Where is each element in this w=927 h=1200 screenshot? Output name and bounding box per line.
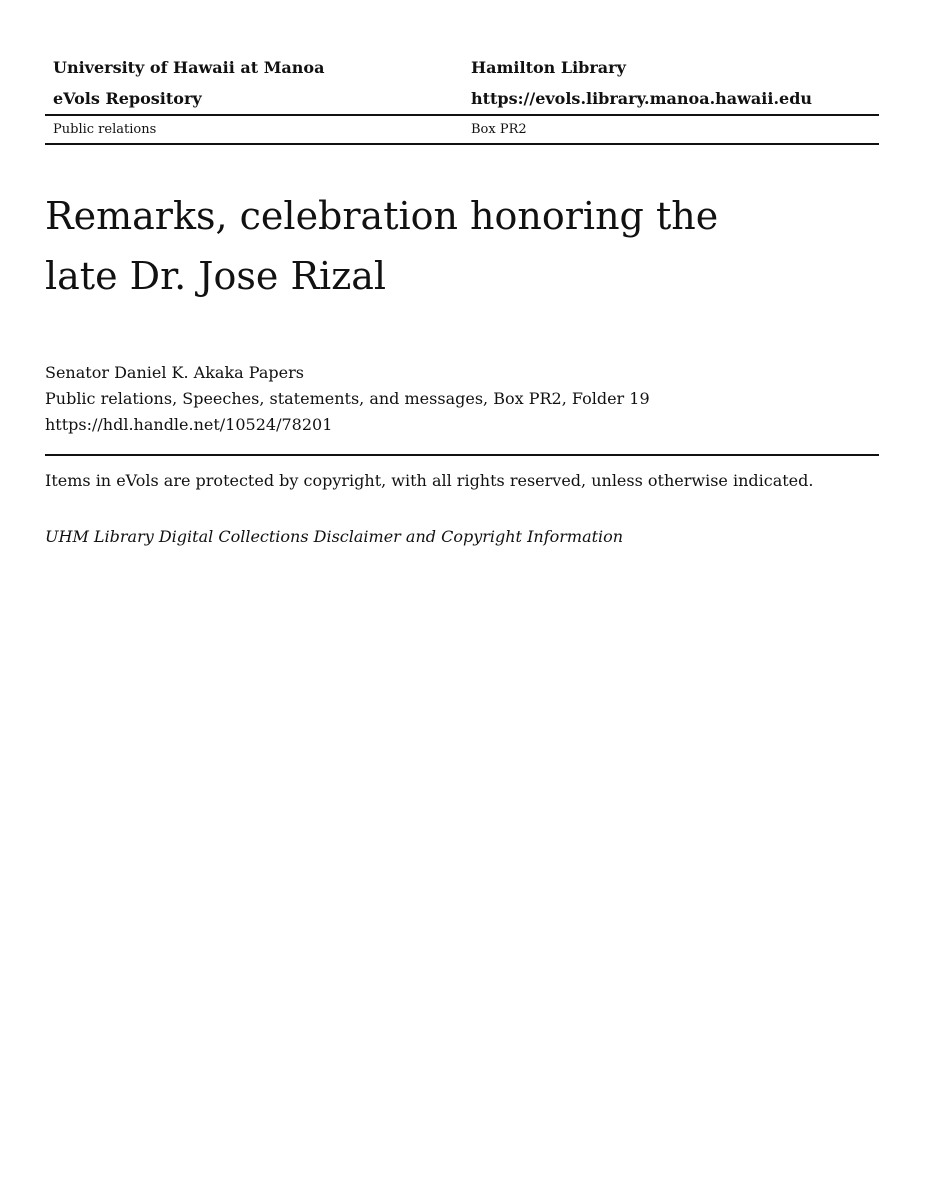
institution-name: University of Hawaii at Manoa	[53, 58, 325, 77]
papers-name: Senator Daniel K. Akaka Papers	[45, 363, 304, 382]
header-row-1	[45, 52, 879, 83]
title-line-2: late Dr. Jose Rizal	[45, 254, 387, 298]
title-line-1: Remarks, celebration honoring the	[45, 194, 719, 238]
repository-name: eVols Repository	[53, 89, 202, 108]
rights-statement: Items in eVols are protected by copyright, with all rights reserved, unless otherwise indicated.	[45, 471, 814, 490]
header-row-2	[45, 83, 879, 114]
header-divider-bottom	[45, 143, 879, 145]
library-name: Hamilton Library	[471, 58, 626, 77]
repository-url[interactable]: https://evols.library.manoa.hawaii.edu	[471, 89, 813, 108]
header-row-3	[45, 116, 879, 143]
cover-header	[45, 52, 879, 145]
handle-link[interactable]: https://hdl.handle.net/10524/78201	[45, 415, 333, 434]
document-metadata	[45, 360, 650, 438]
metadata-divider	[45, 454, 879, 456]
document-title	[45, 186, 805, 306]
series-path: Public relations, Speeches, statements, and messages, Box PR2, Folder 19	[45, 389, 650, 408]
disclaimer-link[interactable]: UHM Library Digital Collections Disclaimer and Copyright Information	[45, 527, 624, 546]
collection-name: Public relations	[53, 122, 157, 137]
box-label: Box PR2	[471, 122, 527, 137]
